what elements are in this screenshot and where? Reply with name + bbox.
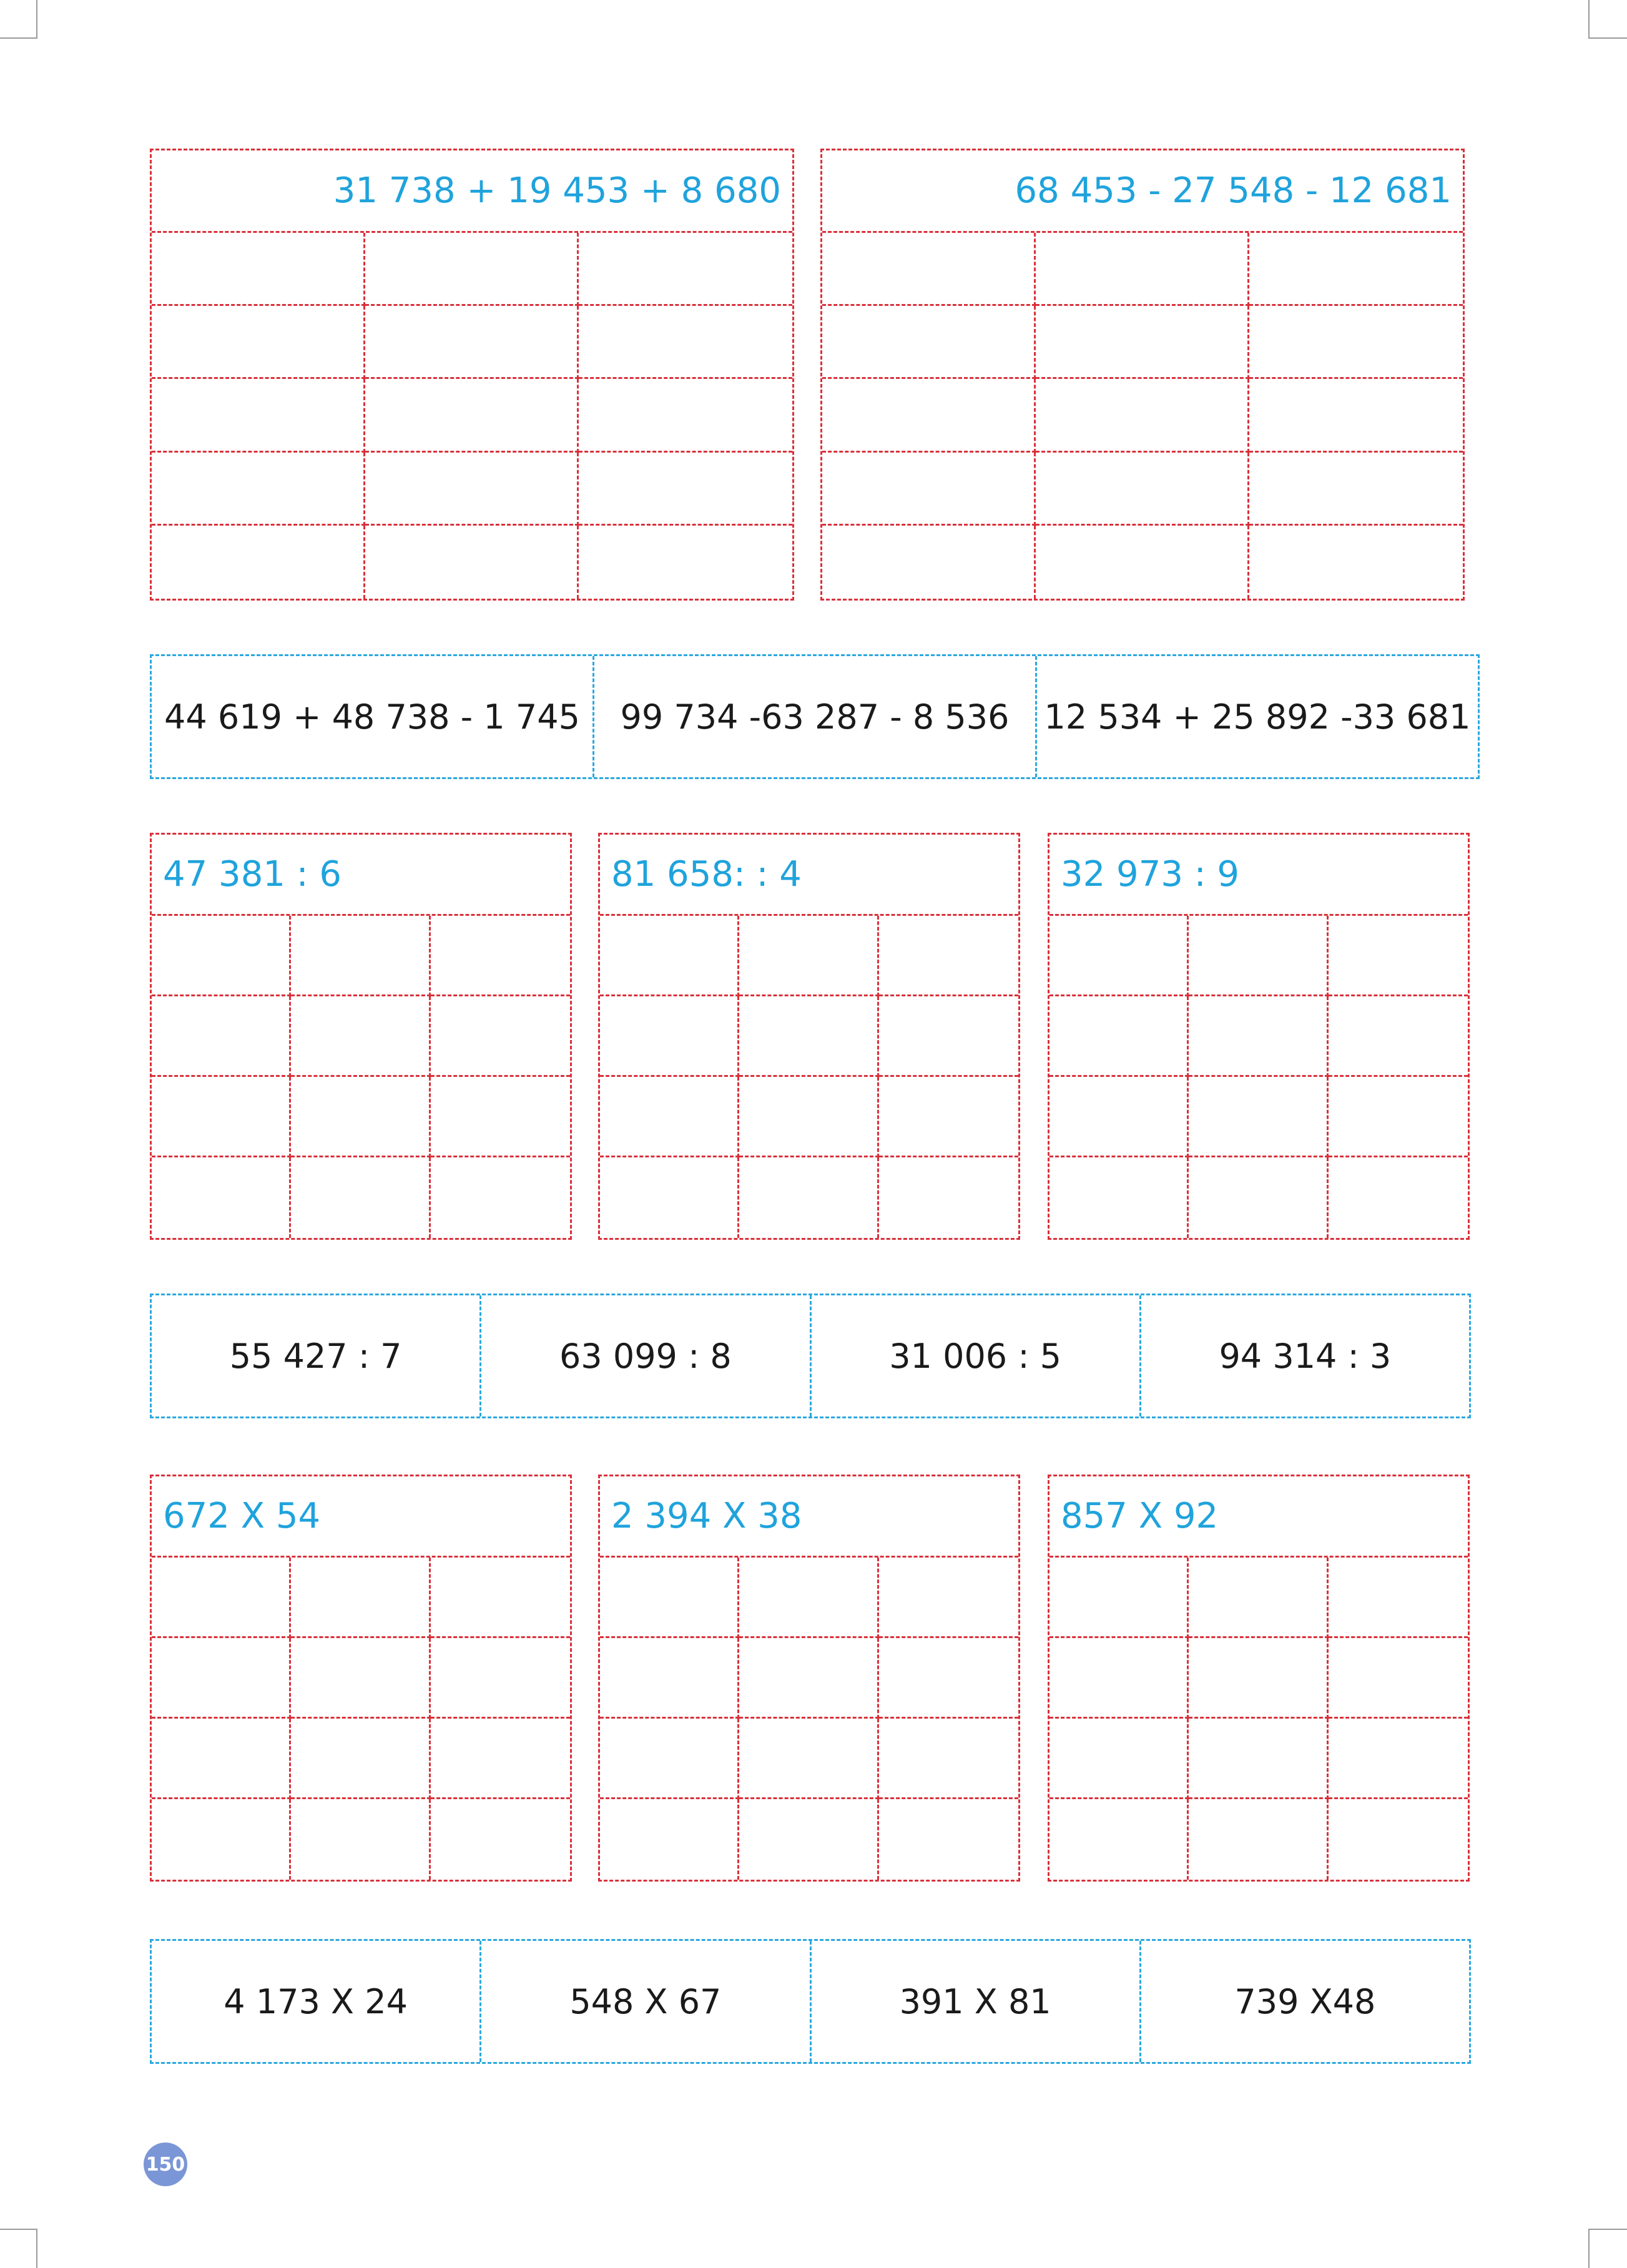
multiplication-practice-2: 548 X 67 [481, 1941, 811, 2062]
addition-answer-cells [152, 233, 792, 599]
multiplication-practice-3: 391 X 81 [812, 1941, 1141, 2062]
answer-cell [1189, 916, 1328, 996]
answer-cell [1049, 1638, 1189, 1719]
answer-cell [739, 1638, 878, 1719]
answer-cell [822, 526, 1036, 599]
page-number-badge: 150 [144, 2143, 187, 2186]
answer-cell [579, 306, 792, 379]
answer-cell [1189, 996, 1328, 1077]
answer-cell [291, 1719, 430, 1799]
answer-cell [1249, 306, 1463, 379]
answer-cell [431, 1799, 570, 1880]
answer-cell [739, 1157, 878, 1238]
crop-mark-top-left-v [36, 0, 37, 39]
answer-cell [365, 453, 579, 526]
answer-cell [1329, 1077, 1468, 1157]
crop-mark-bottom-right-v [1588, 2229, 1590, 2268]
answer-cell [1329, 1799, 1468, 1880]
answer-cell [739, 996, 878, 1077]
multiplication-grid-1 [150, 1475, 572, 1882]
answer-cell [152, 1077, 291, 1157]
addition-exercise-header: 31 738 + 19 453 + 8 680 [152, 150, 792, 233]
answer-cell [600, 1638, 739, 1719]
answer-cell [1036, 233, 1249, 306]
answer-cell [1249, 453, 1463, 526]
crop-mark-top-right-h [1588, 37, 1627, 39]
multiplication-header-3: 857 X 92 [1049, 1476, 1468, 1558]
division-header-3: 32 973 : 9 [1049, 835, 1468, 916]
answer-cell [152, 1719, 291, 1799]
mixed-operations-strip [150, 654, 1480, 779]
answer-cell [1049, 1719, 1189, 1799]
answer-cell [291, 916, 430, 996]
division-practice-2: 63 099 : 8 [481, 1295, 811, 1416]
answer-cell [879, 1719, 1018, 1799]
division-cells-1 [152, 916, 570, 1238]
multiplication-cells-2 [600, 1558, 1018, 1880]
answer-cell [1049, 1799, 1189, 1880]
crop-mark-bottom-right-h [1588, 2229, 1627, 2230]
answer-cell [365, 379, 579, 452]
answer-cell [152, 1157, 291, 1238]
answer-cell [1036, 379, 1249, 452]
answer-cell [579, 233, 792, 306]
answer-cell [600, 1558, 739, 1638]
mixed-exercise-1: 44 619 + 48 738 - 1 745 [152, 656, 594, 777]
division-practice-strip [150, 1294, 1471, 1418]
answer-cell [291, 1157, 430, 1238]
answer-cell [1329, 1719, 1468, 1799]
division-practice-4: 94 314 : 3 [1219, 1336, 1392, 1376]
answer-cell [1189, 1719, 1328, 1799]
answer-cell [291, 1077, 430, 1157]
answer-cell [431, 996, 570, 1077]
division-grid-1 [150, 833, 572, 1240]
answer-cell [879, 916, 1018, 996]
answer-cell [152, 1638, 291, 1719]
answer-cell [579, 526, 792, 599]
answer-cell [879, 1799, 1018, 1880]
answer-cell [879, 1077, 1018, 1157]
answer-cell [152, 233, 365, 306]
multiplication-practice-strip [150, 1939, 1471, 2064]
subtraction-answer-cells [822, 233, 1463, 599]
mixed-exercise-3: 12 534 + 25 892 -33 681 [1044, 697, 1471, 737]
answer-cell [1329, 1558, 1468, 1638]
crop-mark-bottom-left-v [36, 2229, 37, 2268]
subtraction-work-grid [820, 149, 1465, 601]
answer-cell [600, 1799, 739, 1880]
division-practice-1: 55 427 : 7 [152, 1295, 481, 1416]
answer-cell [1049, 1157, 1189, 1238]
answer-cell [1049, 1558, 1189, 1638]
answer-cell [1249, 526, 1463, 599]
answer-cell [1049, 1077, 1189, 1157]
multiplication-practice-4: 739 X48 [1234, 1981, 1376, 2021]
answer-cell [879, 1558, 1018, 1638]
answer-cell [600, 996, 739, 1077]
answer-cell [152, 1799, 291, 1880]
division-cells-2 [600, 916, 1018, 1238]
multiplication-header-1: 672 X 54 [152, 1476, 570, 1558]
division-grid-3 [1048, 833, 1470, 1240]
answer-cell [291, 1799, 430, 1880]
answer-cell [1036, 306, 1249, 379]
answer-cell [152, 1558, 291, 1638]
answer-cell [291, 996, 430, 1077]
answer-cell [152, 916, 291, 996]
answer-cell [152, 379, 365, 452]
multiplication-cells-3 [1049, 1558, 1468, 1880]
answer-cell [152, 306, 365, 379]
answer-cell [879, 1638, 1018, 1719]
answer-cell [579, 379, 792, 452]
crop-mark-top-left-h [0, 37, 37, 39]
answer-cell [1049, 996, 1189, 1077]
answer-cell [822, 233, 1036, 306]
answer-cell [1249, 233, 1463, 306]
answer-cell [600, 1157, 739, 1238]
subtraction-exercise-header: 68 453 - 27 548 - 12 681 [822, 150, 1463, 233]
answer-cell [739, 916, 878, 996]
multiplication-practice-1: 4 173 X 24 [152, 1941, 481, 2062]
answer-cell [291, 1558, 430, 1638]
answer-cell [365, 306, 579, 379]
answer-cell [739, 1558, 878, 1638]
answer-cell [1329, 996, 1468, 1077]
answer-cell [600, 1077, 739, 1157]
answer-cell [600, 1719, 739, 1799]
answer-cell [1189, 1638, 1328, 1719]
answer-cell [1189, 1558, 1328, 1638]
answer-cell [1049, 916, 1189, 996]
answer-cell [1329, 1157, 1468, 1238]
answer-cell [579, 453, 792, 526]
answer-cell [822, 306, 1036, 379]
answer-cell [1329, 1638, 1468, 1719]
multiplication-cells-1 [152, 1558, 570, 1880]
crop-mark-bottom-left-h [0, 2229, 37, 2230]
mixed-exercise-2: 99 734 -63 287 - 8 536 [594, 656, 1037, 777]
answer-cell [600, 916, 739, 996]
answer-cell [431, 1157, 570, 1238]
answer-cell [152, 996, 291, 1077]
answer-cell [822, 453, 1036, 526]
answer-cell [152, 526, 365, 599]
answer-cell [1036, 453, 1249, 526]
answer-cell [1329, 916, 1468, 996]
addition-work-grid [150, 149, 794, 601]
answer-cell [1036, 526, 1249, 599]
multiplication-grid-3 [1048, 1475, 1470, 1882]
answer-cell [1189, 1077, 1328, 1157]
division-cells-3 [1049, 916, 1468, 1238]
division-practice-3: 31 006 : 5 [812, 1295, 1141, 1416]
answer-cell [822, 379, 1036, 452]
division-header-2: 81 658: : 4 [600, 835, 1018, 916]
answer-cell [431, 916, 570, 996]
answer-cell [739, 1719, 878, 1799]
answer-cell [291, 1638, 430, 1719]
answer-cell [879, 996, 1018, 1077]
answer-cell [431, 1077, 570, 1157]
answer-cell [879, 1157, 1018, 1238]
answer-cell [739, 1077, 878, 1157]
division-header-1: 47 381 : 6 [152, 835, 570, 916]
division-grid-2 [598, 833, 1020, 1240]
multiplication-header-2: 2 394 X 38 [600, 1476, 1018, 1558]
answer-cell [431, 1719, 570, 1799]
answer-cell [365, 233, 579, 306]
crop-mark-top-right-v [1588, 0, 1590, 39]
answer-cell [739, 1799, 878, 1880]
answer-cell [1189, 1799, 1328, 1880]
answer-cell [365, 526, 579, 599]
multiplication-grid-2 [598, 1475, 1020, 1882]
answer-cell [1189, 1157, 1328, 1238]
answer-cell [431, 1638, 570, 1719]
answer-cell [431, 1558, 570, 1638]
answer-cell [152, 453, 365, 526]
answer-cell [1249, 379, 1463, 452]
